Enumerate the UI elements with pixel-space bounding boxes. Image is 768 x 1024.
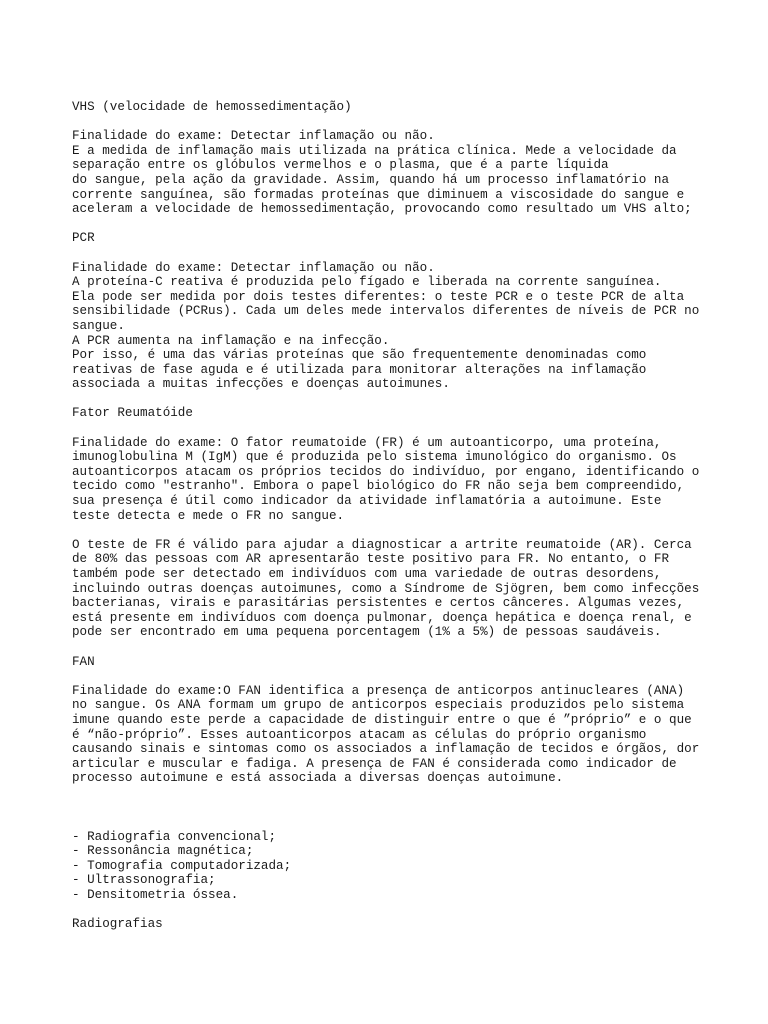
text-line: causando sinais e sintomas como os associados a inflamação de tecidos e órgãos, dor (72, 742, 700, 757)
text-line: imunoglobulina M (IgM) que é produzida pelo sistema imunológico do organismo. Os (72, 450, 677, 465)
text-line: Fator Reumatóide (72, 406, 193, 421)
text-line: pode ser encontrado em uma pequena porcentagem (1% a 5%) de pessoas saudáveis. (72, 625, 662, 640)
text-line: Finalidade do exame: O fator reumatoide (FR) é um autoanticorpo, uma proteína, (72, 435, 662, 450)
text-line: bacterianas, virais e parasitárias persistentes e certos cânceres. Algumas vezes, (72, 596, 685, 611)
text-line: E a medida de inflamação mais utilizada na prática clínica. Mede a velocidade da (72, 143, 677, 158)
text-line: tecido como "estranho". Embora o papel biológico do FR não seja bem compreendido, (72, 479, 685, 494)
text-line: Finalidade do exame: Detectar inflamação ou não. (72, 129, 435, 144)
text-line: - Ultrassonografia; (72, 873, 216, 888)
blank-line (72, 801, 712, 816)
text-line: articular e muscular e fadiga. A presença de FAN é considerada como indicador de (72, 756, 677, 771)
text-line: corrente sanguínea, são formadas proteínas que diminuem a viscosidade do sangue e (72, 187, 685, 202)
text-line: sensibilidade (PCRus). Cada um deles mede intervalos diferentes de níveis de PCR no (72, 304, 700, 319)
text-line: teste detecta e mede o FR no sangue. (72, 508, 345, 523)
text-line: também pode ser detectado em indivíduos com uma variedade de outras desordens, (72, 567, 662, 581)
document-page (72, 100, 712, 932)
text-line: - Radiografia convencional; (72, 829, 277, 844)
blank-line (72, 246, 712, 261)
text-line: é “não-próprio”. Esses autoanticorpos atacam as células do próprio organismo (72, 727, 647, 742)
text-line: processo autoimune e está associada a diversas doenças autoimune. (72, 771, 564, 786)
text-line: PCR (72, 231, 95, 246)
blank-line (72, 786, 712, 801)
blank-line (72, 421, 712, 436)
text-line: - Densitometria óssea. (72, 888, 239, 903)
blank-line (72, 115, 712, 130)
text-line: sua presença é útil como indicador da atividade inflamatória a autoimune. Este (72, 494, 662, 509)
text-line: O teste de FR é válido para ajudar a diagnosticar a artrite reumatoide (AR). Cerca (72, 537, 692, 552)
text-line: autoanticorpos atacam os próprios tecidos do indivíduo, por engano, identificando o (72, 464, 700, 479)
text-line: de 80% das pessoas com AR apresentarão teste positivo para FR. No entanto, o FR (72, 552, 670, 567)
text-line: aceleram a velocidade de hemossedimentação, provocando como resultado um VHS alto; (72, 202, 692, 217)
text-line: Finalidade do exame: Detectar inflamação ou não. (72, 260, 435, 275)
text-line: A proteína-C reativa é produzida pelo fígado e liberada na corrente sanguínea. (72, 275, 662, 290)
text-line: Finalidade do exame:O FAN identifica a presença de anticorpos antinucleares (ANA) (72, 683, 685, 698)
text-line: reativas de fase aguda e é utilizada para monitorar alterações na inflamação (72, 362, 647, 377)
text-line: Por isso, é uma das várias proteínas que são frequentemente denominadas como (72, 348, 647, 363)
text-line: - Ressonância magnética; (72, 844, 254, 859)
blank-line (72, 640, 712, 655)
text-line: associada a muitas infecções e doenças autoimunes. (72, 377, 450, 392)
text-line: A PCR aumenta na inflamação e na infecção. (72, 333, 390, 348)
blank-line (72, 903, 712, 918)
text-line: incluindo outras doenças autoimunes, como a Síndrome de Sjögren, bem como infecções (72, 581, 700, 596)
text-line: VHS (velocidade de hemossedimentação) (72, 100, 352, 114)
text-line: FAN (72, 654, 95, 669)
blank-line (72, 392, 712, 407)
text-line: imune quando este perde a capacidade de distinguir entre o que é ”próprio” e o que (72, 712, 692, 727)
blank-line (72, 523, 712, 538)
text-line: está presente em indivíduos com doença pulmonar, doença hepática e doença renal, e (72, 610, 692, 625)
blank-line (72, 669, 712, 684)
text-line: separação entre os glóbulos vermelhos e o plasma, que é a parte líquida (72, 158, 609, 173)
blank-line (72, 815, 712, 830)
text-line: sangue. (72, 318, 125, 333)
text-line: do sangue, pela ação da gravidade. Assim, quando há um processo inflamatório na (72, 172, 670, 187)
text-line: no sangue. Os ANA formam um grupo de anticorpos especiais produzidos pelo sistema (72, 698, 685, 713)
text-line: - Tomografia computadorizada; (72, 858, 292, 873)
blank-line (72, 217, 712, 232)
text-line: Radiografias (72, 917, 163, 932)
text-line: Ela pode ser medida por dois testes diferentes: o teste PCR e o teste PCR de alta (72, 289, 685, 304)
